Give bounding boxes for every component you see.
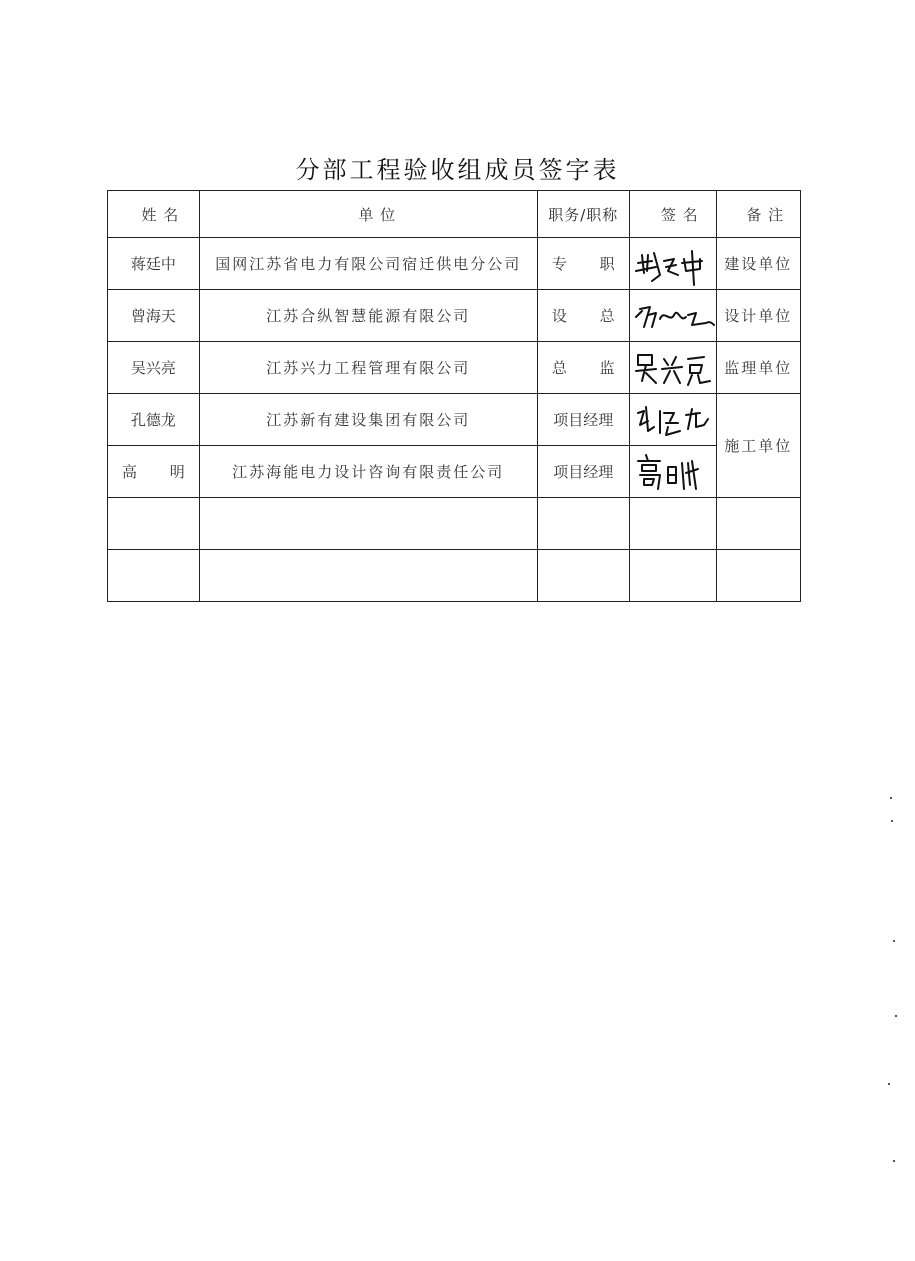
header-signature: 签 名	[629, 191, 716, 238]
member-name: 高 明	[108, 446, 200, 498]
scan-speck	[893, 940, 895, 942]
member-position: 项目经理	[537, 446, 629, 498]
table-row	[108, 446, 801, 498]
member-signature	[629, 446, 716, 498]
table-row	[108, 342, 801, 394]
member-signature	[629, 238, 716, 290]
member-unit: 江苏新有建设集团有限公司	[199, 394, 537, 446]
handwritten-signature-icon	[630, 397, 716, 443]
member-unit: 江苏兴力工程管理有限公司	[199, 342, 537, 394]
empty-cell	[199, 498, 537, 550]
signature-table	[107, 190, 801, 602]
scan-speck	[895, 1015, 897, 1017]
empty-cell	[716, 498, 800, 550]
header-note: 备 注	[716, 191, 800, 238]
member-signature	[629, 290, 716, 342]
member-note: 施工单位	[716, 394, 800, 498]
empty-cell	[629, 550, 716, 602]
empty-cell	[108, 550, 200, 602]
member-unit: 国网江苏省电力有限公司宿迁供电分公司	[199, 238, 537, 290]
member-unit: 江苏合纵智慧能源有限公司	[199, 290, 537, 342]
member-position: 设 总	[537, 290, 629, 342]
scan-speck	[893, 1160, 895, 1162]
member-name: 孔德龙	[108, 394, 200, 446]
member-name: 曾海天	[108, 290, 200, 342]
scan-speck	[891, 820, 893, 822]
member-position: 项目经理	[537, 394, 629, 446]
table-header-row	[108, 191, 801, 238]
empty-cell	[629, 498, 716, 550]
table-row	[108, 290, 801, 342]
table-row	[108, 238, 801, 290]
table-row-empty	[108, 550, 801, 602]
header-unit: 单 位	[199, 191, 537, 238]
member-note: 建设单位	[716, 238, 800, 290]
empty-cell	[108, 498, 200, 550]
handwritten-signature-icon	[630, 241, 716, 287]
member-note: 监理单位	[716, 342, 800, 394]
handwritten-signature-icon	[630, 449, 716, 495]
handwritten-signature-icon	[630, 293, 716, 339]
header-position: 职务/职称	[537, 191, 629, 238]
member-name: 蒋廷中	[108, 238, 200, 290]
table-row-empty	[108, 498, 801, 550]
empty-cell	[537, 498, 629, 550]
member-signature	[629, 394, 716, 446]
empty-cell	[199, 550, 537, 602]
header-name: 姓 名	[108, 191, 200, 238]
member-position: 总 监	[537, 342, 629, 394]
member-signature	[629, 342, 716, 394]
handwritten-signature-icon	[630, 345, 716, 391]
member-name: 吴兴亮	[108, 342, 200, 394]
member-note: 设计单位	[716, 290, 800, 342]
scan-speck	[888, 1083, 890, 1085]
empty-cell	[537, 550, 629, 602]
member-position: 专 职	[537, 238, 629, 290]
empty-cell	[716, 550, 800, 602]
page-title: 分部工程验收组成员签字表	[295, 156, 620, 184]
scan-speck	[890, 797, 892, 799]
table-row	[108, 394, 801, 446]
member-unit: 江苏海能电力设计咨询有限责任公司	[199, 446, 537, 498]
